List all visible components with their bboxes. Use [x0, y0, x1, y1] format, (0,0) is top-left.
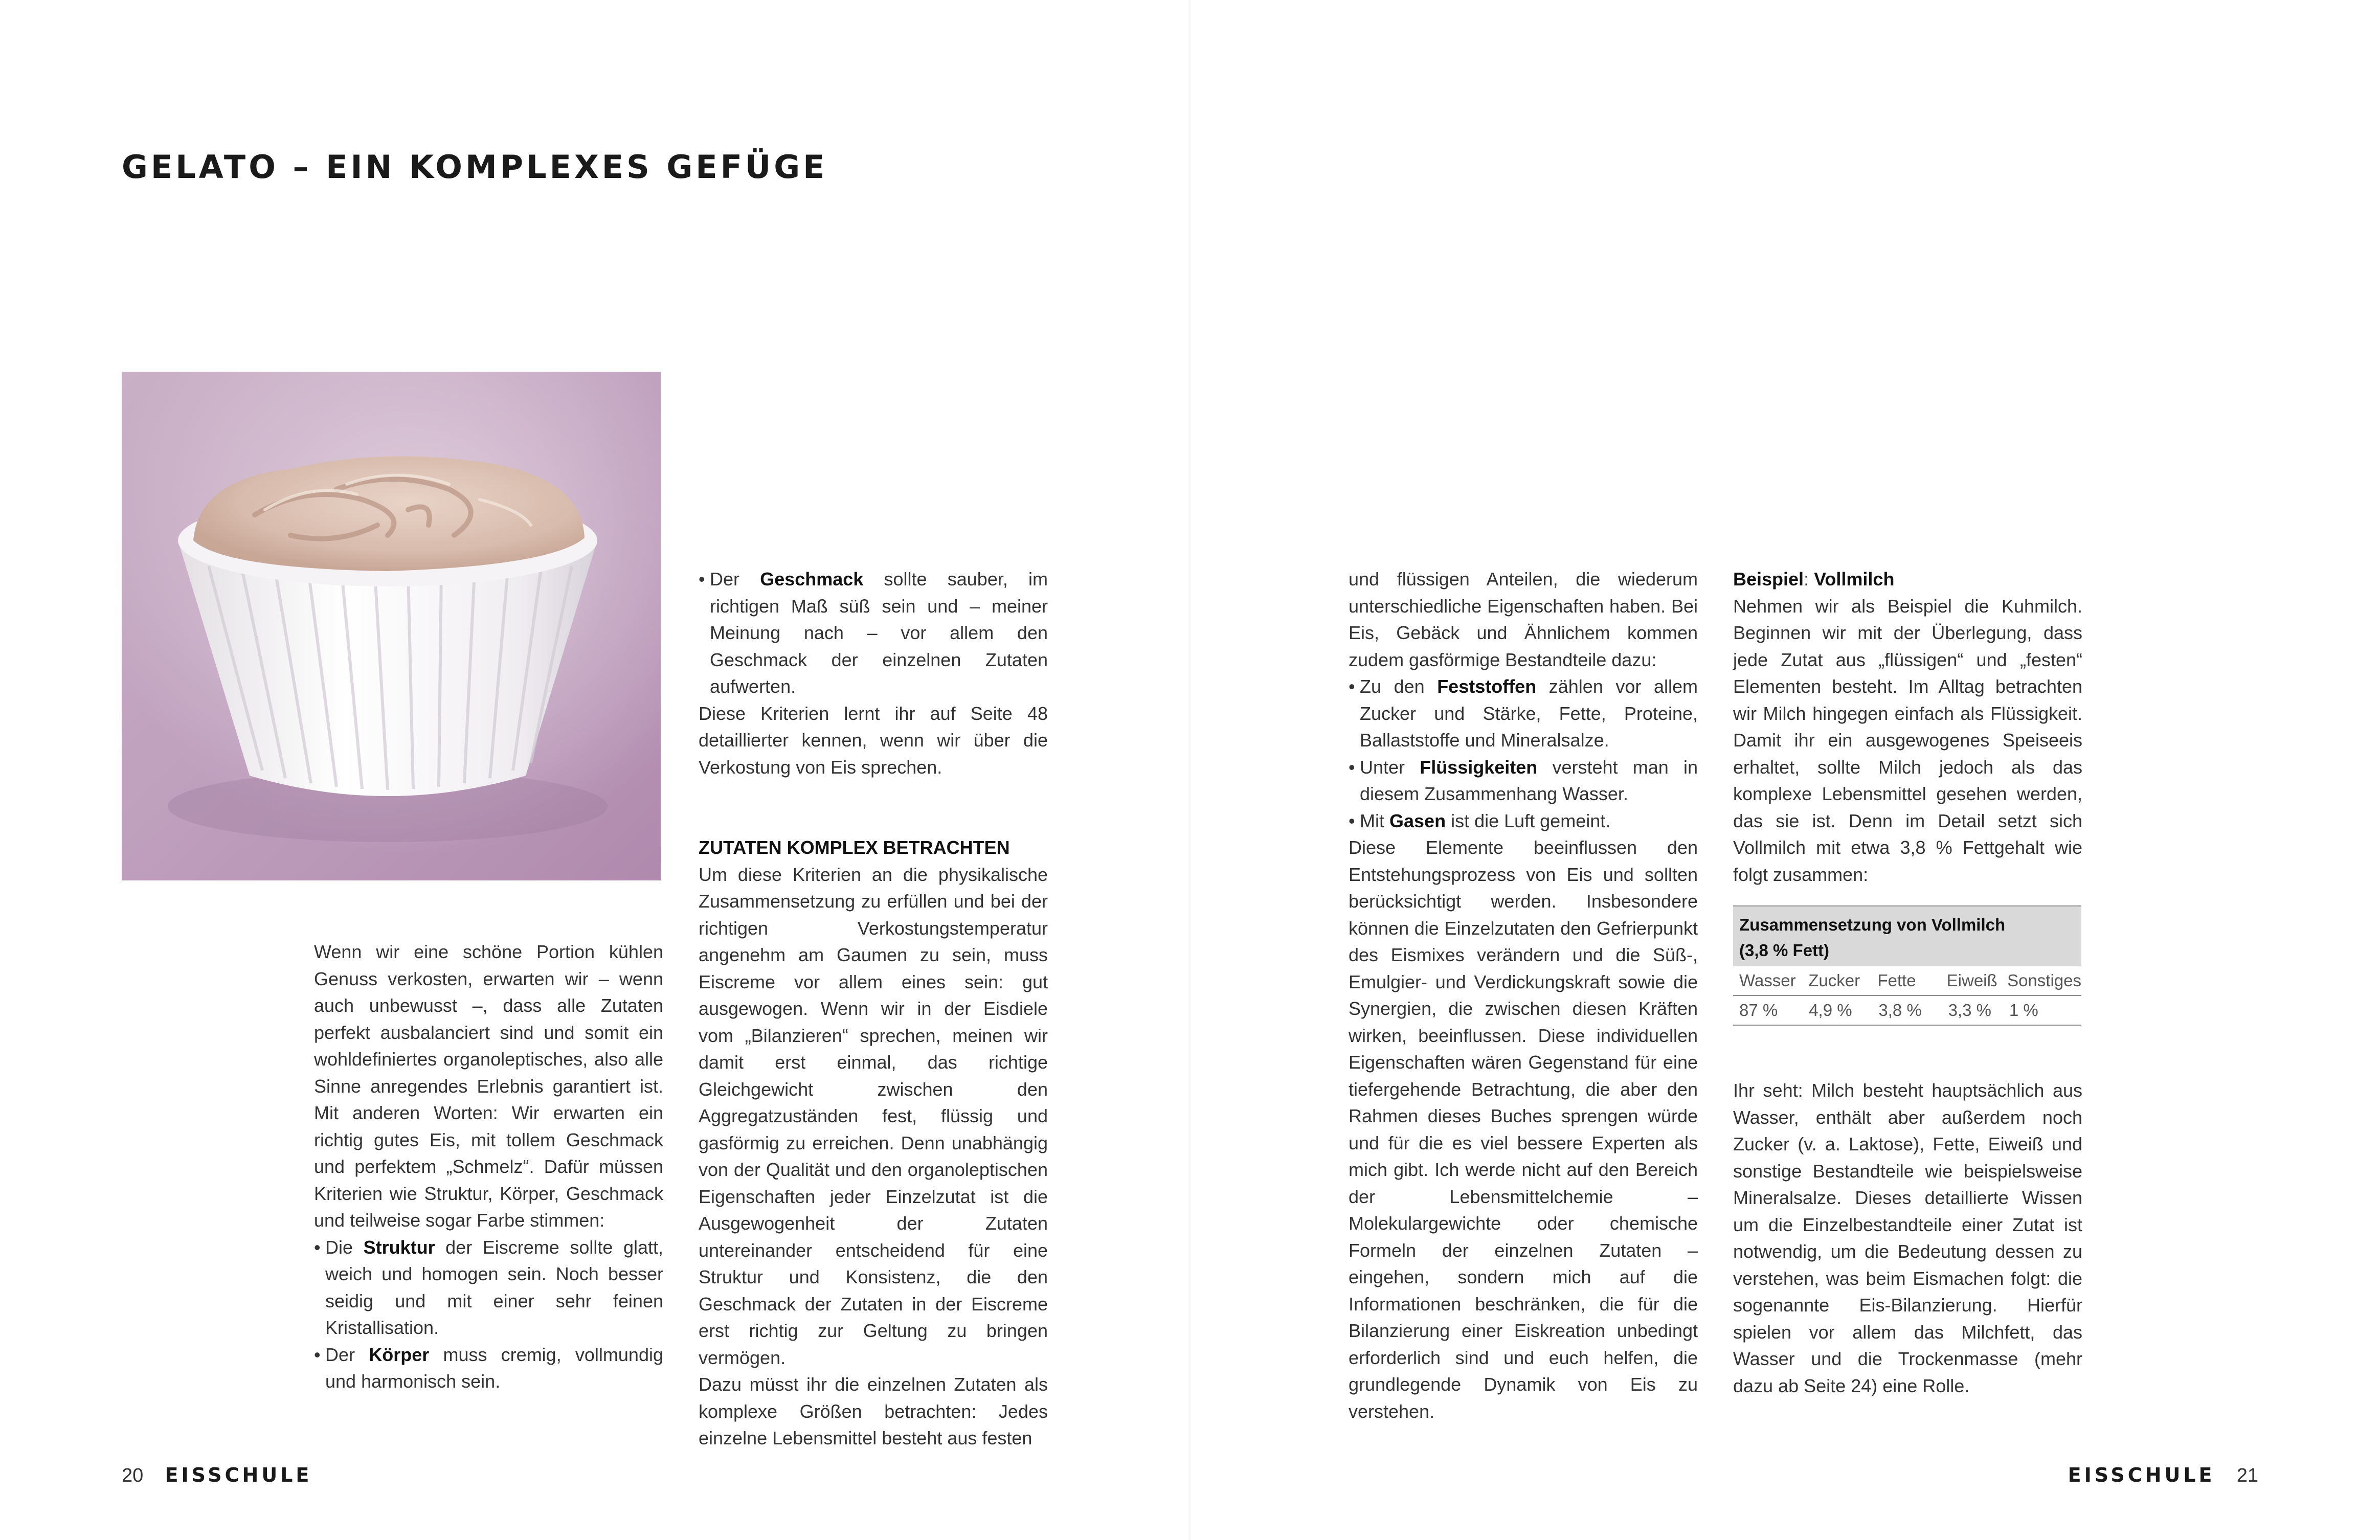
- criteria-list-continued: [699, 566, 1048, 700]
- right-page: [1190, 0, 2380, 1540]
- spacer: [699, 781, 1048, 834]
- paragraph: Um diese Kriterien an die physikalische Zusammensetzung zu erfüllen und bei der richtigen Verkostungstemperatur angenehm am Gaumen zu sein, muss Eiscreme vor allem eines sein: gut ausgewogen. Wenn wir in der Eisdiele vom „Bilanzieren“ sprechen, meinen wir damit erst einmal, das richtige Gleichgewicht zwischen den Aggregatzuständen fest, flüssig und gasförmig zu erreichen. Denn unabhängig von der Qualität und den organoleptischen Eigenschaften jeder Einzelzutat ist die Ausgewogenheit der Zutaten untereinander entscheidend für eine Struktur und Konsistenz, die den Geschmack der Zutaten in der Eiscreme erst richtig zur Geltung zu bringen vermögen.: [699, 864, 1048, 1368]
- running-title: EISSCHULE: [165, 1464, 312, 1486]
- section-subheading: ZUTATEN KOMPLEX BETRACHTEN: [699, 837, 1010, 858]
- table-cell: 4,9 %: [1809, 1001, 1852, 1020]
- table-header-cell: Eiweiß: [1946, 971, 1997, 990]
- list-item: • Der Körper muss cremig, vollmundig und harmonisch sein.: [314, 1342, 663, 1395]
- bold-term: Körper: [369, 1344, 430, 1365]
- paragraph: und flüssigen Anteilen, die wiederum unterschiedliche Eigenschaften haben. Bei Eis, Gebäck und Ähnlichem kommen zudem gasförmige Bestandteile dazu:: [1349, 569, 1698, 670]
- intro-paragraph: Wenn wir eine schöne Portion kühlen Genuss verkosten, erwarten wir – wenn auch unbewusst –, dass alle Zutaten perfekt ausbalanciert sind und somit ein wohldefiniertes organoleptisches, also alle Sinne anregendes Erlebnis garantiert ist. Mit anderen Worten: Wir erwarten ein richtig gutes Eis, mit tollem Geschmack und perfektem „Schmelz“. Dafür müssen Kriterien wie Struktur, Körper, Geschmack und teilweise sogar Farbe stimmen:: [314, 941, 663, 1231]
- table-header-cell: Zucker: [1808, 971, 1860, 990]
- paragraph: Diese Elemente beeinflussen den Entstehungsprozess von Eis und sollten berücksichtigt werden. Insbesondere können die Einzelzutaten den Gefrierpunkt des Eismixes verändern und die Süß-, Emulgier- und Verdickungskraft sowie die Synergien, die zwischen diesen Kräften wirken, beeinflussen. Diese individuellen Eigenschaften wären Gegenstand für eine tiefergehende Betrachtung, die aber den Rahmen dieses Buches sprengen würde und für die es viel bessere Experten als mich gibt. Ich werde nicht auf den Bereich der Lebensmittelchemie – Molekulargewichte oder chemische Formeln der einzelnen Zutaten – eingehen, sondern mich auf die Informationen beschränken, die für die Bilanzierung einer Eiskreation unbedingt erforderlich sind und euch helfen, die grundlegende Dynamik von Eis zu verstehen.: [1349, 837, 1698, 1422]
- table-cell: 87 %: [1739, 1001, 1778, 1020]
- gelato-bowl-image: [122, 372, 661, 880]
- table-header-cell: Wasser: [1739, 971, 1796, 990]
- paragraph: Ihr seht: Milch besteht hauptsächlich aus Wasser, enthält aber außerdem noch Zucker (v. a. Laktose), Fette, Eiweiß und sonstige Bestandteile wie beispielsweise Mineralsalze. Dieses detaillierte Wissen um die Einzelbestandteile einer Zutat ist notwendig, um die Bedeutung dessen zu verstehen, was beim Eismachen folgt: die sogenannte Eis-Bilanzierung. Hierfür spielen vor allem das Milchfett, das Wasser und die Trockenmasse (mehr dazu ab Seite 24) eine Rolle.: [1733, 1080, 2082, 1396]
- page-number: 20: [122, 1465, 144, 1486]
- list-item: • Unter Flüssigkeiten versteht man in diesem Zusammenhang Wasser.: [1349, 754, 1698, 808]
- bold-term: Struktur: [363, 1236, 435, 1258]
- bold-term: Feststoffen: [1437, 676, 1537, 697]
- bold-term: Gasen: [1389, 810, 1446, 831]
- table-cell: 1 %: [2009, 1001, 2038, 1020]
- paragraph: Nehmen wir als Beispiel die Kuhmilch. Beginnen wir mit der Überlegung, dass jede Zutat aus „flüssigen“ und „festen“ Elementen besteht. Im Alltag betrachten wir Milch hingegen einfach als Flüssigkeit. Damit ihr ein ausgewogenes Speiseeis erhaltet, sollte Milch jedoch als das komplexe Lebensmittel gesehen werden, das sie ist. Denn im Detail setzt sich Vollmilch mit etwa 3,8 % Fettgehalt wie folgt zusammen:: [1733, 595, 2082, 885]
- table-title: Zusammensetzung von Vollmilch (3,8 % Fett): [1733, 905, 2081, 966]
- right-text-column-a: [1349, 566, 1698, 1425]
- table-cell: 3,3 %: [1948, 1001, 1991, 1020]
- milk-composition-table: [1733, 905, 2081, 1026]
- components-list: [1349, 673, 1698, 834]
- table-cell: 3,8 %: [1878, 1001, 1922, 1020]
- paragraph: Dazu müsst ihr die einzelnen Zutaten als komplexe Größen betrachten: Jedes einzelne Lebensmittel besteht aus festen: [699, 1374, 1048, 1448]
- example-heading: Beispiel: Vollmilch: [1733, 569, 1895, 590]
- bold-term: Geschmack: [760, 569, 864, 590]
- page-heading: GELATO – EIN KOMPLEXES GEFÜGE: [122, 148, 828, 186]
- list-item: • Mit Gasen ist die Luft gemeint.: [1349, 808, 1698, 835]
- right-text-column-b-continued: [1733, 1077, 2082, 1399]
- left-footer: [122, 1464, 312, 1487]
- list-item: • Die Struktur der Eiscreme sollte glatt, weich und homogen sein. Noch besser seidig und mit einer sehr feinen Kristallisation.: [314, 1234, 663, 1342]
- bold-term: Flüssigkeiten: [1420, 756, 1538, 778]
- table-row: [1733, 996, 2081, 1026]
- table-header-cell: Fette: [1877, 971, 1916, 990]
- table-header-row: [1733, 966, 2081, 996]
- table-header-cell: Sonstiges: [2007, 971, 2081, 990]
- middle-text-column: [699, 566, 1048, 1452]
- criteria-list: [314, 1234, 663, 1395]
- list-item: • Der Geschmack sollte sauber, im richtigen Maß süß sein und – meiner Meinung nach – vor allem den Geschmack der einzelnen Zutaten aufwerten.: [699, 566, 1048, 700]
- gelato-photo: [122, 372, 661, 880]
- running-title: EISSCHULE: [2068, 1464, 2215, 1486]
- list-item: • Zu den Feststoffen zählen vor allem Zucker und Stärke, Fette, Proteine, Ballaststoffe und Mineralsalze.: [1349, 673, 1698, 754]
- paragraph: Diese Kriterien lernt ihr auf Seite 48 detaillierter kennen, wenn wir über die Verkostung von Eis sprechen.: [699, 703, 1048, 778]
- right-footer: [2068, 1464, 2258, 1487]
- page-number: 21: [2236, 1465, 2258, 1486]
- right-text-column-b: [1733, 566, 2082, 888]
- left-text-column: [314, 939, 663, 1395]
